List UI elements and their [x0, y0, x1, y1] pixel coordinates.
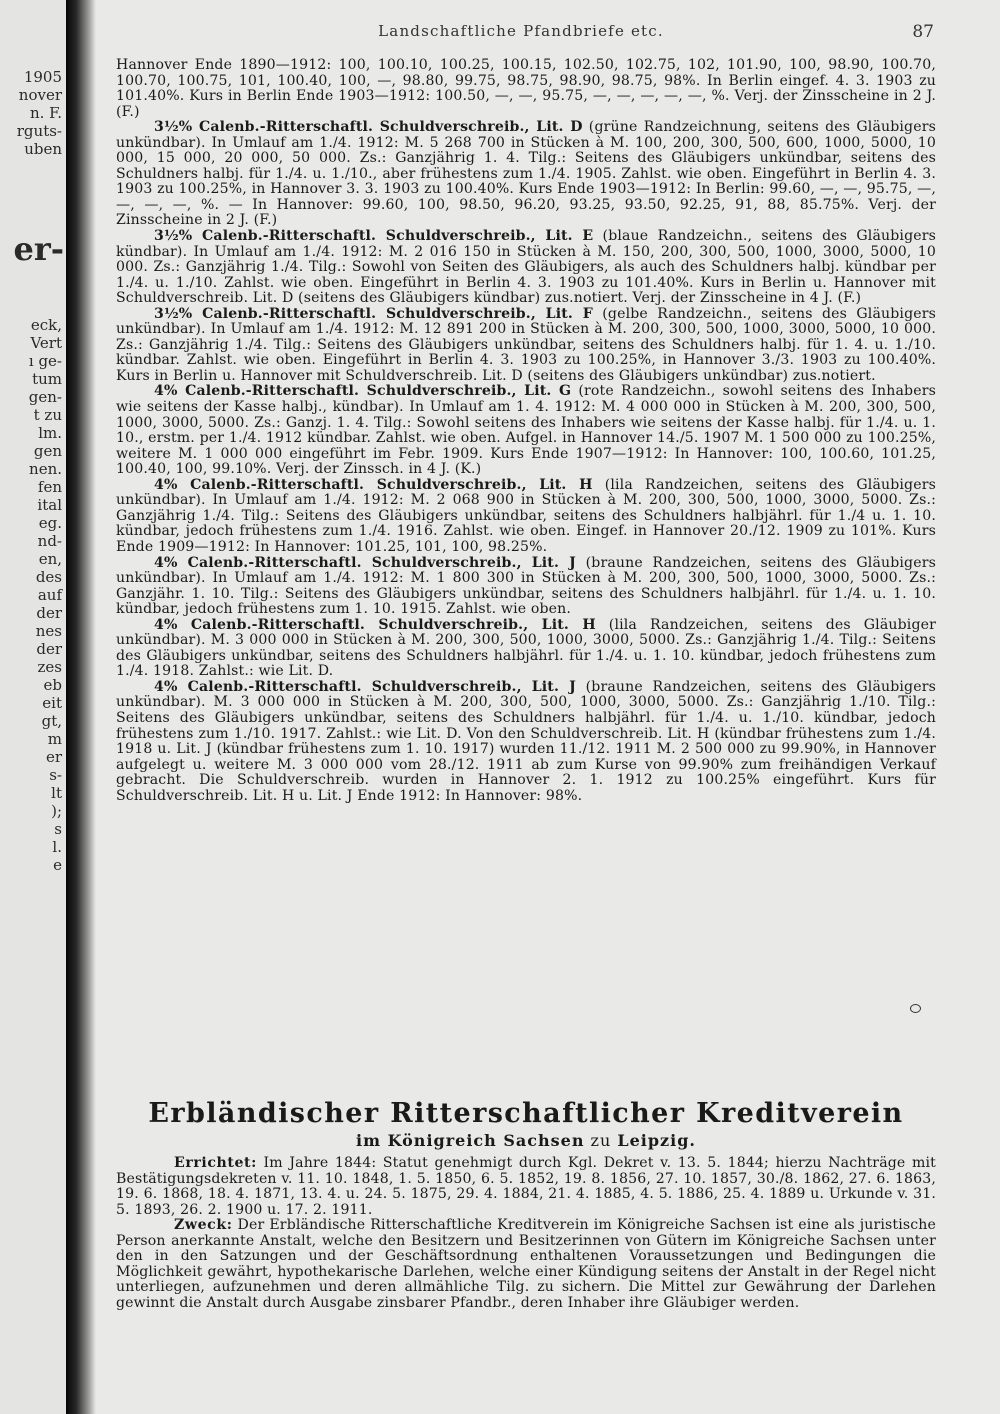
- section-title: Erbländischer Ritterschaftlicher Kreditverein: [148, 1098, 904, 1129]
- subtitle-region: im Königreich Sachsen: [356, 1131, 585, 1150]
- entry-paragraph: [116, 120, 936, 229]
- paragraph-label: Errichtet:: [174, 1155, 257, 1171]
- entry-paragraph: [116, 384, 936, 477]
- entry-title: 4% Calenb.-Ritterschaftl. Schuldverschreib., Lit. H: [154, 616, 596, 633]
- margin-fragment: nover: [18, 86, 62, 104]
- margin-fragment: eg.: [38, 514, 62, 532]
- margin-fragment: er: [45, 748, 62, 766]
- entry-paragraph: [116, 556, 936, 618]
- facing-page-margin: [0, 0, 66, 1414]
- margin-fragment: eit: [42, 694, 62, 712]
- running-title: Landschaftliche Pfandbriefe etc.: [378, 22, 664, 40]
- margin-fragment: l.: [52, 838, 62, 856]
- section-paragraph-zweck: [116, 1218, 936, 1311]
- margin-fragment: eck,: [30, 316, 62, 334]
- text-column: [116, 58, 936, 804]
- margin-fragment: Vert: [30, 334, 62, 352]
- section-subtitle: [116, 1130, 936, 1152]
- entry-paragraph: [116, 229, 936, 307]
- entry-title: 3½% Calenb.-Ritterschaftl. Schuldverschreib., Lit. D: [154, 119, 583, 136]
- margin-fragment: gt,: [41, 712, 62, 730]
- margin-fragment: m: [47, 730, 62, 748]
- paragraph-text: Der Erbländische Ritterschaftliche Kreditverein im Königreiche Sachsen ist eine als juristische Person anerkannte Anstalt, welche den Besitzern und Besitzerinnen von Gütern im Königreiche Sachsen unter den in den Satzungen und der Geschäftsordnung enthaltenen Voraussetzungen und Bedingungen die Möglichkeit gewährt, hypothekarische Darlehen, welche einer Kündigung seitens der Anstalt in der Regel nicht unterliegen, aufzunehmen und deren allmähliche Tilg. zu sichern. Die Mittel zur Gewährung der Darlehen gewinnt die Anstalt durch Ausgabe zinsbarer Pfandbr., deren Inhaber ihre Gläubiger werden.: [116, 1217, 936, 1311]
- margin-fragment: gen-: [28, 388, 62, 406]
- entry-title: 4% Calenb.-Ritterschaftl. Schuldverschreib., Lit. J: [154, 678, 576, 695]
- margin-fragment: er-: [13, 230, 64, 268]
- section-paragraph-errichtet: [116, 1156, 936, 1218]
- entry-text: (blaue Randzeichn., seitens des Gläubigers kündbar). In Umlauf am 1./4. 1912: M. 2 016 150 in Stücken à M. 150, 200, 300, 500, 1000, 3000, 5000, 10 000. Zs.: Ganzjährig 1./4. Tilg.: Sowohl von Seiten des Gläubigers, als auch des Schuldners halbj. kündbar per 1./4. u. 1./10. Zahlst. wie oben. Eingeführt in Berlin 4. 3. 1903 zu 101.40%. Kurs in Berlin u. Hannover mit Schuldverschreib. Lit. D (seitens des Gläubigers kündbar) zus.notiert. Verj. der Zinsscheine in 4 J. (F.): [116, 228, 937, 307]
- section-kreditverein: [116, 1098, 936, 1311]
- margin-fragment: der: [36, 604, 62, 622]
- margin-fragment: ı ge-: [28, 352, 62, 370]
- running-header: [108, 22, 934, 44]
- margin-fragment: t zu: [33, 406, 62, 424]
- entry-paragraph: [116, 58, 936, 120]
- margin-fragment: 1905: [23, 68, 62, 86]
- margin-fragment: lm.: [38, 424, 62, 442]
- paragraph-text: Im Jahre 1844: Statut genehmigt durch Kgl. Dekret v. 13. 5. 1844; hierzu Nachträge mit Bestätigungsdekreten v. 11. 10. 1848, 1. 5. 1850, 6. 5. 1852, 19. 8. 1856, 27. 10. 1857, 30./8. 1862, 27. 6. 1863, 19. 6. 1868, 18. 4. 1871, 13. 4. u. 24. 5. 1875, 29. 4. 1884, 21. 4. 1885, 4. 5. 1886, 25. 4. 1889 u. Urkunde v. 31. 5. 1893, 26. 2. 1900 u. 17. 2. 1911.: [116, 1155, 936, 1218]
- entry-text: (grüne Randzeichnung, seitens des Gläubigers unkündbar). In Umlauf am 1./4. 1912: M. 5 268 700 in Stücken à M. 100, 200, 300, 500, 600, 1000, 5000, 10 000, 15 000, 20 000, 50 000. Zs.: Ganzjährig 1. 4. Tilg.: Seitens des Gläubigers unkündbar, seitens des Schuldners halbj. für 1./4. u. 1./10., aber frühestens zum 1./4. 1905. Zahlst. wie oben. Eingeführt in Berlin 4. 3. 1903 zu 100.25%, in Hannover 3. 3. 1903 zu 100.40%. Kurs Ende 1903—1912: In Berlin: 99.60, —, —, 95.75, —, —, —, —, %. — In Hannover: 99.60, 100, 98.50, 96.20, 93.25, 93.50, 92.25, 91, 88, 85.75%. Verj. der Zinsscheine in 2 J. (F.): [116, 119, 936, 229]
- margin-fragment: lt: [51, 784, 62, 802]
- margin-fragment: nen.: [29, 460, 62, 478]
- entry-text: (braune Randzeichen, seitens des Gläubigers unkündbar). In Umlauf am 1./4. 1912: M. 1 800 300 in Stücken à M. 200, 300, 500, 1000, 3000, 5000. Zs.: Ganzjähr. 1. 10. Tilg.: Seitens des Gläubigers unkündbar, seitens des Schuldners halbjährl. für 1./4. u. 1. 10. kündbar, jedoch frühestens zum 1. 10. 1915. Zahlst. wie oben.: [116, 554, 936, 618]
- margin-fragment: s-: [49, 766, 62, 784]
- entry-paragraph: [116, 307, 936, 385]
- entry-title: 4% Calenb.-Ritterschaftl. Schuldverschreib., Lit. H: [154, 476, 593, 493]
- margin-fragment: nd-: [37, 532, 62, 550]
- entry-title: 3½% Calenb.-Ritterschaftl. Schuldverschreib., Lit. F: [154, 305, 593, 322]
- margin-fragment: eb: [43, 676, 62, 694]
- entry-text: (lila Randzeichen, seitens des Gläubigers unkündbar). In Umlauf am 1./4. 1912: M. 2 068 900 in Stücken à M. 200, 300, 500, 1000, 3000, 5000. Zs.: Ganzjährig 1./4. Tilg.: Seitens des Gläubigers unkündbar, seitens des Schuldners halbjährl. für 1./4 u. 1. 10. kündbar, jedoch frühestens zum 1./4. 1916. Zahlst. wie oben. Eingef. in Hannover 20./12. 1909 zu 101%. Kurs Ende 1909—1912: In Hannover: 101.25, 101, 100, 98.25%.: [116, 476, 936, 555]
- margin-fragment: en,: [38, 550, 62, 568]
- margin-fragment: des: [35, 568, 62, 586]
- entry-paragraph: [116, 680, 936, 804]
- margin-fragment: gen: [33, 442, 62, 460]
- margin-fragment: n. F.: [29, 104, 62, 122]
- margin-fragment: ital: [37, 496, 62, 514]
- entry-text: (lila Randzeichen, seitens des Gläubiger unkündbar). M. 3 000 000 in Stücken à M. 200, 300, 500, 1000, 3000, 5000. Zs.: Ganzjährig 1./4. Tilg.: Seitens des Gläubigers unkündbar, seitens des Schuldners halbjährl. für 1./4. u. 1. 10. kündbar, jedoch frühestens zum 1./4. 1918. Zahlst.: wie Lit. D.: [116, 616, 936, 680]
- margin-fragment: rguts-: [16, 122, 62, 140]
- margin-fragment: e: [53, 856, 62, 874]
- entry-title: 4% Calenb.-Ritterschaftl. Schuldverschreib., Lit. J: [154, 554, 576, 571]
- margin-fragment: tum: [32, 370, 62, 388]
- subtitle-connector: zu: [584, 1131, 618, 1150]
- margin-fragment: nes: [35, 622, 62, 640]
- entry-title: 3½% Calenb.-Ritterschaftl. Schuldverschreib., Lit. E: [154, 228, 594, 245]
- entry-paragraph: [116, 478, 936, 556]
- section-body: [116, 1156, 936, 1311]
- margin-fragment: fen: [37, 478, 62, 496]
- margin-fragment: s: [54, 820, 62, 838]
- margin-fragment: uben: [24, 140, 62, 158]
- margin-fragment: zes: [37, 658, 62, 676]
- margin-fragment: );: [51, 802, 62, 820]
- margin-fragment: auf: [37, 586, 62, 604]
- print-speck: [910, 1004, 921, 1013]
- entry-text: (braune Randzeichen, seitens des Gläubigers unkündbar). M. 3 000 000 in Stücken à M. 200, 300, 500, 1000, 3000, 5000. Zs.: Ganzjährig 1./10. Tilg.: Seitens des Gläubigers unkündbar, seitens des Schuldners halbjährl. für 1./4. u. 1./10. kündbar, jedoch frühestens zum 1./10. 1917. Zahlst.: wie Lit. D. Von den Schuldverschreib. Lit. H (kündbar frühestens zum 1./4. 1918 u. Lit. J (kündbar frühestens zum 1. 10. 1917) wurden 11./12. 1911 M. 2 500 000 zu 99.90%, in Hannover aufgelegt u. weitere M. 3 000 000 vom 28./12. 1911 ab zum Kurse von 99.90% zum freihändigen Verkauf gebracht. Die Schuldverschreib. wurden in Hannover 2. 1. 1912 zu 100.25% eingeführt. Kurs für Schuldverschreib. Lit. H u. Lit. J Ende 1912: In Hannover: 98%.: [116, 678, 936, 804]
- entry-text: (rote Randzeichn., sowohl seitens des Inhabers wie seitens der Kasse halbj., kündbar). In Umlauf am 1. 4. 1912: M. 4 000 000 in Stücken à M. 200, 300, 500, 1000, 3000, 5000. Zs.: Ganzj. 1. 4. Tilg.: Sowohl seitens des Inhabers wie seitens der Kasse halbj. für 1./4. u. 1. 10., erstm. per 1./4. 1912 kündbar. Zahlst. wie oben. Aufgel. in Hannover 14./5. 1907 M. 1 500 000 zu 100.25%, weitere M. 1 000 000 eingeführt im Febr. 1909. Kurs Ende 1907—1912: In Hannover: 100, 100.60, 101.25, 100.40, 100, 99.10%. Verj. der Zinssch. in 4 J. (K.): [116, 383, 936, 478]
- subtitle-city: Leipzig.: [617, 1131, 696, 1150]
- entry-paragraph: [116, 618, 936, 680]
- entry-text: (gelbe Randzeichn., seitens des Gläubigers unkündbar). In Umlauf am 1./4. 1912: M. 12 891 200 in Stücken à M. 200, 300, 500, 1000, 3000, 5000, 10 000. Zs.: Ganzjährig 1./4. Tilg.: Seitens des Gläubigers unkündbar, seitens des Schuldners halbj. für 1. 4. u. 1./10. kündbar. Zahlst. wie oben. Eingeführt in Berlin 4. 3. 1903 zu 100.25%, in Hannover 3./3. 1903 zu 100.40%. Kurs in Berlin u. Hannover mit Schuldverschreib. Lit. D (seitens des Gläubigers unkündbar) zus.notiert.: [116, 305, 936, 384]
- entry-text: Hannover Ende 1890—1912: 100, 100.10, 100.25, 100.15, 102.50, 102.75, 102, 101.90, 100, 98.90, 100.70, 100.70, 100.75, 101, 100.40, 100, —, 98.80, 99.75, 98.75, 98.90, 98.75, 98%. In Berlin eingef. 4. 3. 1903 zu 101.40%. Kurs in Berlin Ende 1903—1912: 100.50, —, —, 95.75, —, —, —, —, —, %. Verj. der Zinsscheine in 2 J. (F.): [116, 57, 936, 120]
- page-number: 87: [912, 22, 934, 42]
- margin-fragment: der: [36, 640, 62, 658]
- paragraph-label: Zweck:: [174, 1217, 233, 1234]
- book-fold-shadow: [66, 0, 96, 1414]
- entry-title: 4% Calenb.-Ritterschaftl. Schuldverschreib., Lit. G: [154, 383, 572, 400]
